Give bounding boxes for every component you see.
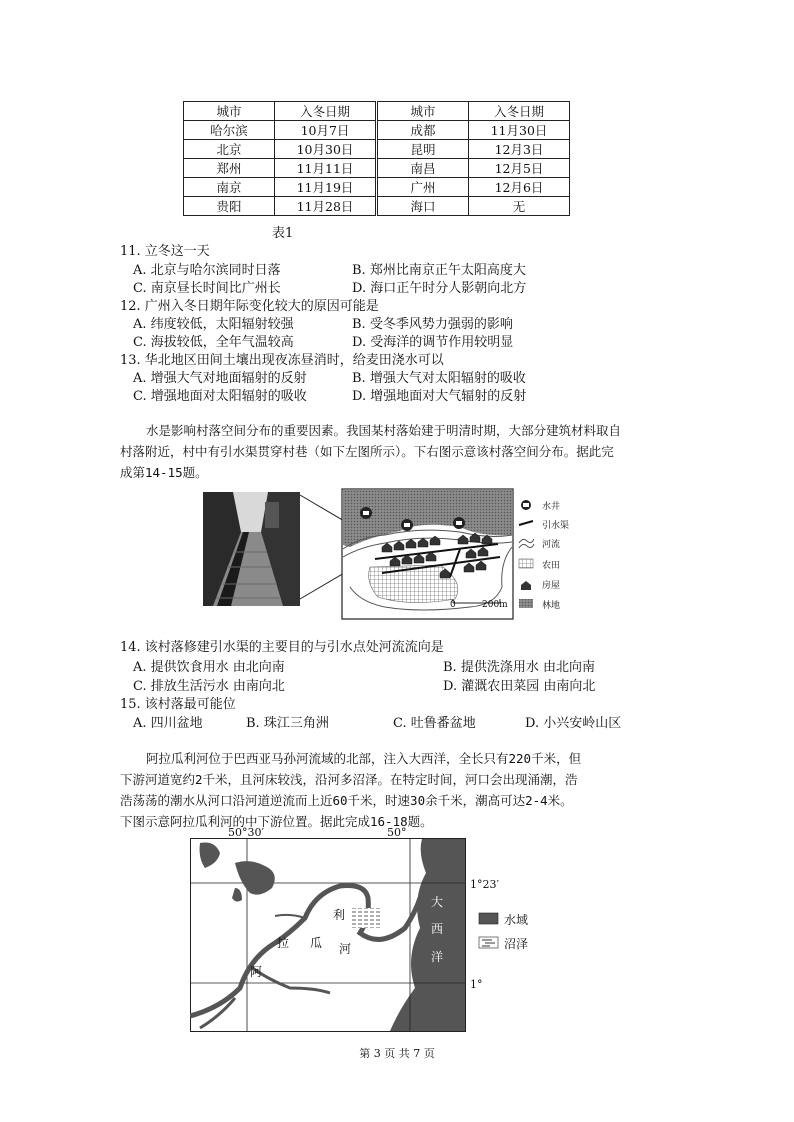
table-row <box>184 121 570 140</box>
question-15-stem: 15. 该村落最可能位 <box>120 697 236 712</box>
longitude-label-west: 50°30′ <box>228 826 264 839</box>
legend-farmland: 农田 <box>542 561 561 571</box>
table-cell: 郑州 <box>184 159 275 178</box>
table-cell: 11月19日 <box>275 178 377 197</box>
latitude-label-south: 1° <box>470 978 483 991</box>
table-header: 入冬日期 <box>275 102 377 121</box>
table-cell: 12月6日 <box>469 178 570 197</box>
table-cell: 广州 <box>377 178 469 197</box>
table-cell: 11月30日 <box>469 121 570 140</box>
table-cell: 无 <box>469 197 570 216</box>
passage-village <box>120 420 680 483</box>
legend-well: 水井 <box>542 502 561 512</box>
q13-option-a[interactable]: A. 增强大气对地面辐射的反射 <box>133 371 307 386</box>
q14-option-b[interactable]: B. 提供洗涤用水 由北向南 <box>443 660 595 675</box>
q13-option-d[interactable]: D. 增强地面对大气辐射的反射 <box>352 389 527 404</box>
table-header: 入冬日期 <box>469 102 570 121</box>
q12-option-a[interactable]: A. 纬度较低，太阳辐射较强 <box>133 317 294 332</box>
q14-option-d[interactable]: D. 灌溉农田菜园 由南向北 <box>443 679 596 694</box>
table-row <box>184 178 570 197</box>
table-cell: 11月28日 <box>275 197 377 216</box>
table-caption: 表1 <box>272 226 294 241</box>
q14-option-a[interactable]: A. 提供饮食用水 由北向南 <box>133 660 285 675</box>
river-label-la: 拉 <box>277 936 290 950</box>
table-header: 城市 <box>184 102 275 121</box>
passage-line: 村落附近，村中有引水渠贯穿村巷（如下左图所示）。下右图示意该村落空间分布。据此完 <box>120 444 614 459</box>
q12-option-c[interactable]: C. 海拔较低，全年气温较高 <box>133 335 294 350</box>
q11-option-a[interactable]: A. 北京与哈尔滨同时日落 <box>133 263 281 278</box>
longitude-label-east: 50° <box>387 826 407 839</box>
q13-option-b[interactable]: B. 增强大气对太阳辐射的吸收 <box>352 371 526 386</box>
q15-option-c[interactable]: C. 吐鲁番盆地 <box>393 716 476 731</box>
q13-option-c[interactable]: C. 增强地面对太阳辐射的吸收 <box>133 389 307 404</box>
legend-water: 水域 <box>504 913 529 927</box>
table-header-row <box>184 102 570 121</box>
passage-line: 成第14-15题。 <box>120 465 208 480</box>
passage-line: 浩荡荡的潮水从河口沿河道逆流而上近60千米，时速30余千米，潮高可达2-4米。 <box>120 793 573 808</box>
table-row <box>184 159 570 178</box>
table-row <box>184 140 570 159</box>
table-cell: 11月11日 <box>275 159 377 178</box>
table-header: 城市 <box>377 102 469 121</box>
legend-forest: 林地 <box>542 601 561 611</box>
ocean-label-2: 西 <box>431 922 444 936</box>
table-cell: 12月3日 <box>469 140 570 159</box>
legend-canal: 引水渠 <box>542 521 570 531</box>
q15-option-d[interactable]: D. 小兴安岭山区 <box>525 716 622 731</box>
river-label-li: 利 <box>333 908 346 922</box>
q11-option-c[interactable]: C. 南京昼长时间比广州长 <box>133 281 281 296</box>
passage-river <box>120 748 700 832</box>
q11-option-b[interactable]: B. 郑州比南京正午太阳高度大 <box>352 263 526 278</box>
table-cell: 12月5日 <box>469 159 570 178</box>
passage-line: 阿拉瓜利河位于巴西亚马孙河流域的北部，注入大西洋，全长只有220千米，但 <box>146 751 582 766</box>
legend-house: 房屋 <box>542 581 561 591</box>
legend-river: 河流 <box>542 540 561 550</box>
table-cell: 北京 <box>184 140 275 159</box>
table-cell: 哈尔滨 <box>184 121 275 140</box>
scale-zero: 0 <box>450 600 456 610</box>
q12-option-b[interactable]: B. 受冬季风势力强弱的影响 <box>352 317 513 332</box>
question-12-stem: 12. 广州入冬日期年际变化较大的原因可能是 <box>120 299 379 314</box>
table-cell: 南昌 <box>377 159 469 178</box>
latitude-label-north: 1°23′ <box>470 878 499 891</box>
q12-option-d[interactable]: D. 受海洋的调节作用较明显 <box>352 335 514 350</box>
river-label-a: 阿 <box>250 965 263 979</box>
q14-option-c[interactable]: C. 排放生活污水 由南向北 <box>133 679 285 694</box>
ocean-label-1: 大 <box>431 895 444 909</box>
legend-swamp: 沼泽 <box>504 937 529 951</box>
table-cell: 10月7日 <box>275 121 377 140</box>
river-label-gua: 瓜 <box>310 936 323 950</box>
question-13-stem: 13. 华北地区田间土壤出现夜冻昼消时，给麦田浇水可以 <box>120 353 444 368</box>
table-row <box>184 197 570 216</box>
river-label-he: 河 <box>339 942 352 956</box>
table-cell: 海口 <box>377 197 469 216</box>
araguari-river-map <box>190 838 466 1032</box>
question-11-stem: 11. 立冬这一天 <box>120 244 210 259</box>
ocean-label-3: 洋 <box>431 950 444 964</box>
table-cell: 南京 <box>184 178 275 197</box>
alley-canal-photo <box>203 492 300 606</box>
passage-line: 下游河道宽约2千米，且河床较浅，沿河多沼泽。在特定时间，河口会出现涌潮，浩 <box>120 772 578 787</box>
scale-length: 200m <box>482 600 508 610</box>
q15-option-a[interactable]: A. 四川盆地 <box>133 716 203 731</box>
passage-line: 下图示意阿拉瓜利河的中下游位置。据此完成16-18题。 <box>120 814 433 829</box>
entry-winter-table <box>183 101 570 216</box>
table-cell: 贵阳 <box>184 197 275 216</box>
page-footer: 第 3 页 共 7 页 <box>359 1047 435 1060</box>
table-cell: 10月30日 <box>275 140 377 159</box>
question-14-stem: 14. 该村落修建引水渠的主要目的与引水点处河流流向是 <box>120 640 444 655</box>
q11-option-d[interactable]: D. 海口正午时分人影朝向北方 <box>352 281 527 296</box>
q15-option-b[interactable]: B. 珠江三角洲 <box>246 716 329 731</box>
table-cell: 成都 <box>377 121 469 140</box>
passage-line: 水是影响村落空间分布的重要因素。我国某村落始建于明清时期，大部分建筑材料取自 <box>146 423 622 438</box>
river-map-legend-symbols <box>478 912 500 952</box>
table-cell: 昆明 <box>377 140 469 159</box>
